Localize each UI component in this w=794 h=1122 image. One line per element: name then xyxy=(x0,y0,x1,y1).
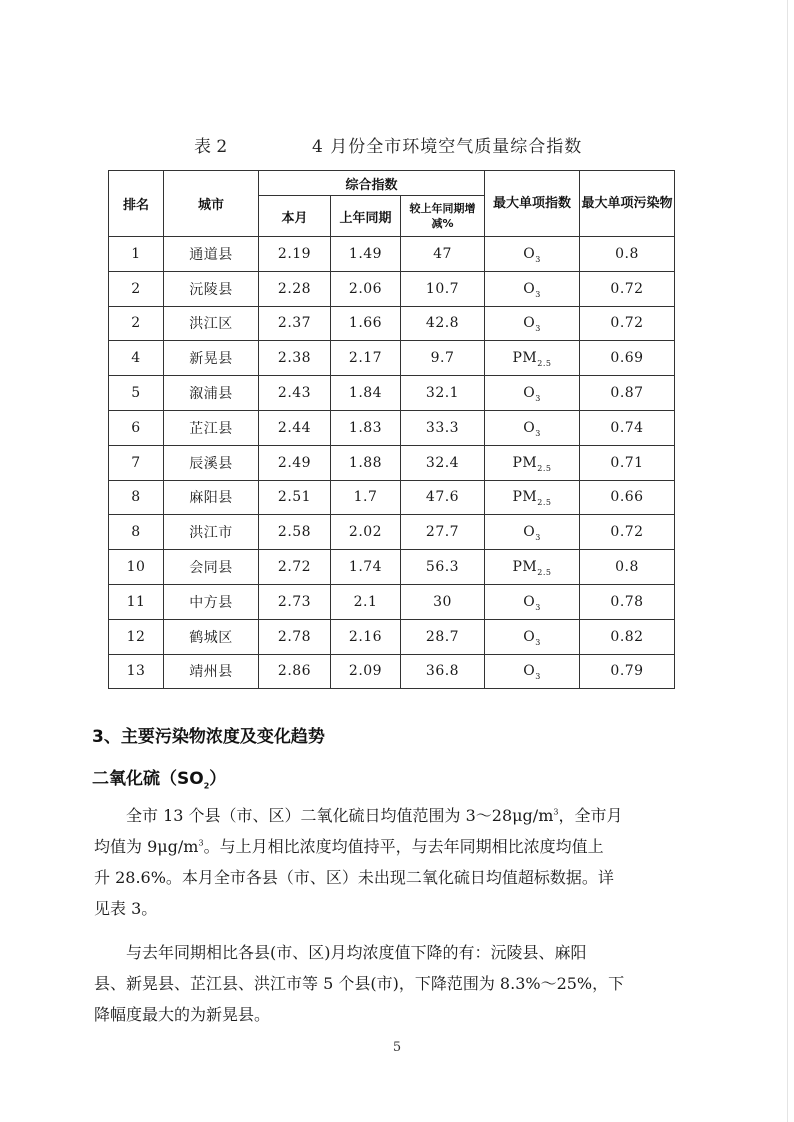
cell-change: 10.7 xyxy=(401,271,485,306)
paragraph-2 xyxy=(94,937,702,1030)
para1-line-1 xyxy=(94,800,702,831)
table-caption xyxy=(0,132,794,158)
para1-line-1-sup: 3 xyxy=(553,807,559,817)
cell-this-month: 2.58 xyxy=(259,515,331,550)
header-max-single-pollutant: 最大单项污染物 xyxy=(580,171,675,237)
pollutant-subscript: 3 xyxy=(535,533,541,543)
cell-change: 30 xyxy=(401,584,485,619)
header-max-single-index: 最大单项指数 xyxy=(485,171,580,237)
para2-line-2: 县、新晃县、芷江县、洪江市等 5 个县(市)，下降范围为 8.3%～25%，下 xyxy=(94,974,625,993)
pollutant-symbol: O xyxy=(523,245,536,262)
pollutant-symbol: O xyxy=(523,628,536,645)
header-city: 城市 xyxy=(164,171,259,237)
pollutant-subscript: 3 xyxy=(535,672,541,682)
cell-rank: 8 xyxy=(109,515,164,550)
cell-last-year: 2.17 xyxy=(331,341,401,376)
cell-last-year: 1.7 xyxy=(331,480,401,515)
cell-this-month: 2.51 xyxy=(259,480,331,515)
cell-pollutant xyxy=(485,376,580,411)
cell-last-year: 1.83 xyxy=(331,410,401,445)
pollutant-symbol: PM xyxy=(512,454,538,471)
pollutant-subscript: 3 xyxy=(535,324,541,334)
pollutant-symbol: O xyxy=(523,419,536,436)
pollutant-subscript: 3 xyxy=(535,254,541,264)
header-this-month: 本月 xyxy=(259,196,331,237)
cell-max-value: 0.69 xyxy=(580,341,675,376)
para2-line-3: 降幅度最大的为新晃县。 xyxy=(94,1005,271,1024)
cell-pollutant xyxy=(485,341,580,376)
caption-label: 表 2 xyxy=(194,137,228,157)
pollutant-subscript: 2.5 xyxy=(537,463,552,473)
cell-rank: 6 xyxy=(109,410,164,445)
cell-this-month: 2.78 xyxy=(259,619,331,654)
table-row xyxy=(109,550,675,585)
cell-rank: 8 xyxy=(109,480,164,515)
cell-change: 32.4 xyxy=(401,445,485,480)
scan-edge-line xyxy=(787,0,788,1122)
pollutant-symbol: O xyxy=(523,593,536,610)
pollutant-symbol: PM xyxy=(512,489,538,506)
pollutant-symbol: PM xyxy=(512,350,538,367)
subheading-sub: 2 xyxy=(203,781,210,791)
cell-this-month: 2.49 xyxy=(259,445,331,480)
para1-line-1-a: 全市 13 个县（市、区）二氧化硫日均值范围为 3～28μg/m xyxy=(126,806,554,825)
cell-this-month: 2.43 xyxy=(259,376,331,411)
cell-pollutant xyxy=(485,306,580,341)
cell-city: 辰溪县 xyxy=(164,445,259,480)
cell-last-year: 2.16 xyxy=(331,619,401,654)
cell-city: 通道县 xyxy=(164,237,259,272)
para1-line-2-sup: 3 xyxy=(198,838,204,848)
para1-line-1-b: ，全市月 xyxy=(558,806,623,825)
cell-this-month: 2.28 xyxy=(259,271,331,306)
cell-city: 中方县 xyxy=(164,584,259,619)
table-row xyxy=(109,306,675,341)
cell-city: 沅陵县 xyxy=(164,271,259,306)
subheading-post: ） xyxy=(209,769,227,789)
pollutant-subscript: 2.5 xyxy=(537,567,552,577)
cell-pollutant xyxy=(485,410,580,445)
cell-last-year: 2.09 xyxy=(331,654,401,689)
cell-max-value: 0.87 xyxy=(580,376,675,411)
cell-last-year: 2.06 xyxy=(331,271,401,306)
para1-line-4: 见表 3。 xyxy=(94,899,158,918)
table-row xyxy=(109,376,675,411)
cell-change: 28.7 xyxy=(401,619,485,654)
cell-last-year: 1.88 xyxy=(331,445,401,480)
cell-max-value: 0.79 xyxy=(580,654,675,689)
cell-last-year: 2.02 xyxy=(331,515,401,550)
cell-rank: 10 xyxy=(109,550,164,585)
cell-rank: 4 xyxy=(109,341,164,376)
cell-max-value: 0.66 xyxy=(580,480,675,515)
cell-this-month: 2.44 xyxy=(259,410,331,445)
pollutant-subscript: 3 xyxy=(535,428,541,438)
cell-city: 溆浦县 xyxy=(164,376,259,411)
cell-change: 47.6 xyxy=(401,480,485,515)
pollutant-subscript: 3 xyxy=(535,393,541,403)
cell-this-month: 2.38 xyxy=(259,341,331,376)
page-number: 5 xyxy=(392,1040,402,1055)
cell-city: 芷江县 xyxy=(164,410,259,445)
cell-rank: 13 xyxy=(109,654,164,689)
para1-line-2 xyxy=(94,831,702,862)
cell-city: 靖州县 xyxy=(164,654,259,689)
cell-pollutant xyxy=(485,550,580,585)
cell-max-value: 0.72 xyxy=(580,306,675,341)
section-heading: 3、主要污染物浓度及变化趋势 xyxy=(92,727,325,747)
cell-change: 56.3 xyxy=(401,550,485,585)
cell-this-month: 2.37 xyxy=(259,306,331,341)
table-row xyxy=(109,515,675,550)
pollutant-subscript: 3 xyxy=(535,602,541,612)
cell-pollutant xyxy=(485,654,580,689)
table-row xyxy=(109,619,675,654)
cell-rank: 7 xyxy=(109,445,164,480)
pollutant-symbol: O xyxy=(523,315,536,332)
header-change: 较上年同期增减% xyxy=(401,196,485,237)
aqi-table xyxy=(108,170,675,689)
cell-this-month: 2.86 xyxy=(259,654,331,689)
cell-this-month: 2.73 xyxy=(259,584,331,619)
cell-pollutant xyxy=(485,515,580,550)
table-row xyxy=(109,654,675,689)
cell-max-value: 0.72 xyxy=(580,515,675,550)
cell-change: 47 xyxy=(401,237,485,272)
cell-max-value: 0.71 xyxy=(580,445,675,480)
para1-line-2-a: 均值为 9μg/m xyxy=(94,837,199,856)
cell-city: 会同县 xyxy=(164,550,259,585)
cell-change: 32.1 xyxy=(401,376,485,411)
pollutant-symbol: O xyxy=(523,385,536,402)
table-row xyxy=(109,410,675,445)
cell-pollutant xyxy=(485,271,580,306)
cell-rank: 1 xyxy=(109,237,164,272)
cell-max-value: 0.82 xyxy=(580,619,675,654)
cell-max-value: 0.74 xyxy=(580,410,675,445)
cell-city: 洪江区 xyxy=(164,306,259,341)
para1-line-3: 升 28.6%。本月全市各县（市、区）未出现二氧化硫日均值超标数据。详 xyxy=(94,868,614,887)
table-row xyxy=(109,271,675,306)
cell-last-year: 1.84 xyxy=(331,376,401,411)
cell-pollutant xyxy=(485,619,580,654)
cell-city: 鹤城区 xyxy=(164,619,259,654)
cell-rank: 11 xyxy=(109,584,164,619)
sub-heading-so2 xyxy=(92,764,226,789)
cell-rank: 2 xyxy=(109,306,164,341)
pollutant-subscript: 3 xyxy=(535,289,541,299)
cell-pollutant xyxy=(485,480,580,515)
cell-city: 麻阳县 xyxy=(164,480,259,515)
cell-change: 36.8 xyxy=(401,654,485,689)
cell-rank: 12 xyxy=(109,619,164,654)
table-row xyxy=(109,480,675,515)
pollutant-symbol: O xyxy=(523,280,536,297)
table-row xyxy=(109,237,675,272)
cell-last-year: 1.49 xyxy=(331,237,401,272)
pollutant-symbol: O xyxy=(523,524,536,541)
table-row xyxy=(109,341,675,376)
caption-title: 4 月份全市环境空气质量综合指数 xyxy=(312,137,583,157)
cell-pollutant xyxy=(485,237,580,272)
para1-line-2-b: 。与上月相比浓度均值持平，与去年同期相比浓度均值上 xyxy=(203,837,604,856)
cell-rank: 5 xyxy=(109,376,164,411)
cell-last-year: 1.66 xyxy=(331,306,401,341)
cell-max-value: 0.8 xyxy=(580,550,675,585)
cell-rank: 2 xyxy=(109,271,164,306)
pollutant-symbol: O xyxy=(523,663,536,680)
cell-last-year: 1.74 xyxy=(331,550,401,585)
pollutant-symbol: PM xyxy=(512,559,538,576)
cell-max-value: 0.78 xyxy=(580,584,675,619)
header-last-year: 上年同期 xyxy=(331,196,401,237)
cell-change: 42.8 xyxy=(401,306,485,341)
cell-change: 9.7 xyxy=(401,341,485,376)
cell-change: 27.7 xyxy=(401,515,485,550)
cell-max-value: 0.72 xyxy=(580,271,675,306)
para2-line-1: 与去年同期相比各县(市、区)月均浓度值下降的有：沅陵县、麻阳 xyxy=(126,943,587,962)
cell-this-month: 2.19 xyxy=(259,237,331,272)
aqi-table-body xyxy=(109,237,675,689)
cell-last-year: 2.1 xyxy=(331,584,401,619)
header-rank: 排名 xyxy=(109,171,164,237)
pollutant-subscript: 3 xyxy=(535,637,541,647)
cell-pollutant xyxy=(485,584,580,619)
subheading-pre: 二氧化硫（SO xyxy=(92,769,204,789)
paragraph-1 xyxy=(94,800,702,924)
cell-change: 33.3 xyxy=(401,410,485,445)
cell-city: 新晃县 xyxy=(164,341,259,376)
cell-this-month: 2.72 xyxy=(259,550,331,585)
table-row xyxy=(109,584,675,619)
cell-max-value: 0.8 xyxy=(580,237,675,272)
cell-city: 洪江市 xyxy=(164,515,259,550)
table-row xyxy=(109,445,675,480)
cell-pollutant xyxy=(485,445,580,480)
pollutant-subscript: 2.5 xyxy=(537,498,552,508)
header-composite-index: 综合指数 xyxy=(259,171,485,196)
pollutant-subscript: 2.5 xyxy=(537,359,552,369)
